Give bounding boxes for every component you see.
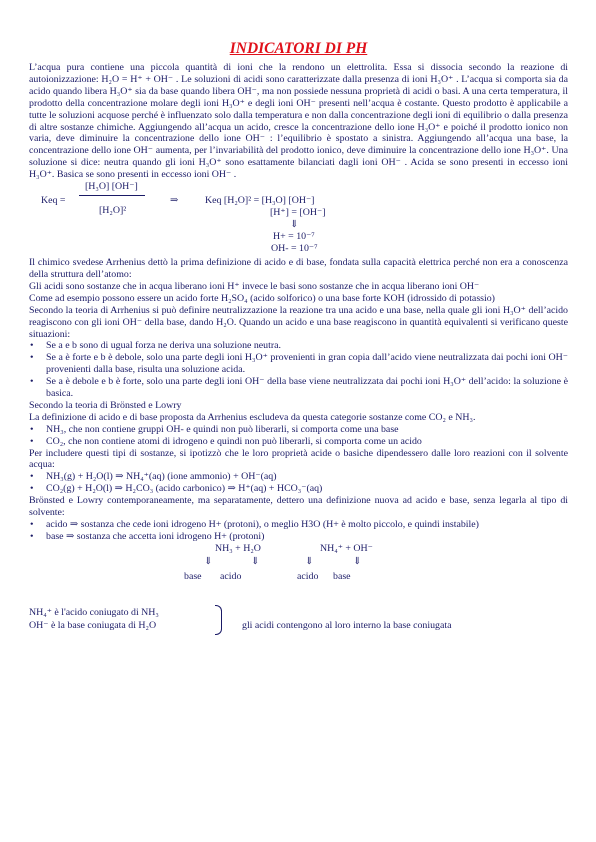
include-paragraph: Per includere questi tipi di sostanze, si ipotizzò che le loro proprietà acide o basiche dipendessero dalle loro reazioni con il solvente acqua: bbox=[29, 447, 568, 471]
keq-rhs-3: H+ = 10⁻⁷ bbox=[273, 231, 315, 243]
intro-paragraph: L’acqua pura contiene una piccola quantità di ioni che la rendono un elettrolita. Essa si dissocia secondo la reazione di autoionizzazione: H₂O = H⁺ + OH⁻ . Le soluzioni di acidi sono caratterizzate dalla presenza di ioni H₃O⁺ . L’acqua si comporta sia da acido quando libera H₃O⁺ sia da base quando libera OH⁻, ma non possiede nessuna proprietà di acidi o basi. A una certa temperatura, il prodotto della concentrazione molare degli ioni H₃O⁺ e degli ioni OH⁻ presenti nell’acqua è costante. Questo prodotto è applicabile a tutte le soluzioni acquose perché è influenzato solo dalla temperatura e non dalla concentrazione degli ioni di equilibrio o dalla presenza di altre sostanze chimiche. Aggiungendo all’acqua un acido, cresce la concentrazione dello ione H₃O⁺ e poiché il prodotto ionico non varia, deve diminuire la concentrazione dello ione OH⁻ : l’equilibrio è spostato a sinistra. Aggiungendo all’acqua una base, la concentrazione dello ione OH⁻ aumenta, per l’invariabilità del prodotto ionico, deve diminuire la concentrazione dello ione H₃O⁺. Una soluzione si dice: neutra quando gli ioni H₃O⁺ sono esattamente bilanciati dagli ioni OH⁻ . Acida se sono presenti in eccesso ioni H₃O⁺. Basica se sono presenti in eccesso ioni OH⁻ . bbox=[29, 62, 568, 181]
label-base: base bbox=[184, 570, 202, 582]
fraction-line bbox=[79, 195, 145, 196]
down-arrow: ⇓ bbox=[305, 555, 314, 567]
list-item: • base ⇒ sostanza che accetta ioni idrogeno H+ (protoni) bbox=[29, 531, 568, 543]
keq-rhs-1: Keq [H₂O]² = [H₃O] [OH⁻] bbox=[205, 195, 315, 207]
down-arrow: ⇓ bbox=[290, 219, 299, 231]
label-acido: acido bbox=[220, 570, 242, 582]
implies-arrow: ⇒ bbox=[170, 195, 179, 207]
keq-rhs-4: OH- = 10⁻⁷ bbox=[271, 243, 318, 255]
down-arrow: ⇓ bbox=[353, 555, 362, 567]
conjugate-acid-line: NH₄⁺ è l'acido coniugato di NH₃ bbox=[29, 606, 159, 618]
down-arrow: ⇓ bbox=[251, 555, 260, 567]
brace-icon bbox=[215, 605, 222, 635]
keq-numerator: [H₃O] [OH⁻] bbox=[85, 181, 138, 193]
list-item: • Se a e b sono di ugual forza ne deriva una soluzione neutra. bbox=[29, 340, 568, 352]
list-item: • NH₃(g) + H₂O(l) ⇒ NH₄⁺(aq) (ione ammonio) + OH⁻(aq) bbox=[29, 471, 568, 483]
conjugate-base-line: OH⁻ è la base coniugata di H₂O bbox=[29, 619, 157, 631]
arrhenius-definition: Gli acidi sono sostanze che in acqua liberano ioni H⁺ invece le basi sono sostanze che in acqua liberano ioni OH⁻ bbox=[29, 280, 480, 292]
example-paragraph: Come ad esempio possono essere un acido forte H₂SO₄ (acido solforico) o una base forte KOH (idrossido di potassio) bbox=[29, 292, 495, 304]
conjugates-note: gli acidi contengono al loro interno la base coniugata bbox=[242, 619, 452, 631]
keq-label: Keq = bbox=[41, 195, 66, 207]
reactions-list bbox=[29, 471, 568, 495]
reaction-right: NH₄⁺ + OH⁻ bbox=[320, 542, 373, 554]
reaction-scheme bbox=[29, 543, 568, 599]
excluded-list bbox=[29, 424, 568, 448]
bronsted-heading: Secondo la teoria di Brönsted e Lowry bbox=[29, 399, 182, 411]
reaction-left: NH₃ + H₂O bbox=[215, 542, 261, 554]
equilibrium-equation bbox=[29, 181, 568, 257]
list-item: • Se a è debole e b è forte, solo una parte degli ioni OH⁻ della base viene neutralizzata dai pochi ioni H₃O⁺ dell’acido: la soluzione è basica. bbox=[29, 376, 568, 400]
new-definition-paragraph: Brönsted e Lowry contemporaneamente, ma separatamente, dettero una definizione nuova ad acido e base, senza legarla al tipo di solvente: bbox=[29, 495, 568, 519]
list-item: • CO₂(g) + H₂O(l) ⇒ H₂CO₃ (acido carbonico) ⇒ H⁺(aq) + HCO₃⁻(aq) bbox=[29, 483, 568, 495]
keq-denominator: [H₂O]² bbox=[99, 205, 127, 217]
list-item: • NH₃, che non contiene gruppi OH- e quindi non può liberarli, si comporta come una base bbox=[29, 424, 568, 436]
definitions-list bbox=[29, 519, 568, 543]
label-base: base bbox=[333, 570, 351, 582]
bronsted-intro: La definizione di acido e di base proposta da Arrhenius escludeva da questa categorie sostanze come CO₂ e NH₃. bbox=[29, 411, 476, 423]
keq-rhs-2: [H⁺] = [OH⁻] bbox=[270, 207, 326, 219]
list-item: • CO₂, che non contiene atomi di idrogeno e quindi non può liberarli, si comporta come un acido bbox=[29, 436, 568, 448]
neutralization-paragraph: Secondo la teoria di Arrhenius si può definire neutralizzazione la reazione tra una acido e una base, nella quale gli ioni H₃O⁺ dell’acido reagiscono con gli ioni OH⁻ della base, dando H₂O. Quando un acido e una base reagiscono in quantità equivalenti si verificano queste situazioni: bbox=[29, 304, 568, 340]
situations-list bbox=[29, 340, 568, 400]
conjugates-section bbox=[29, 607, 568, 647]
list-item: • acido ⇒ sostanza che cede ioni idrogeno H+ (protoni), o meglio H3O (H+ è molto piccolo, e quindi instabile) bbox=[29, 519, 568, 531]
document-page bbox=[29, 40, 568, 647]
label-acido: acido bbox=[297, 570, 319, 582]
arrhenius-intro: Il chimico svedese Arrhenius dettò la prima definizione di acido e di base, fondata sulla capacità elettrica perché non era a conoscenza della struttura dell’atomo: bbox=[29, 257, 568, 280]
page-title: INDICATORI DI PH bbox=[229, 40, 368, 57]
list-item: • Se a è forte e b è debole, solo una parte degli ioni H₃O⁺ provenienti in gran copia dall’acido viene neutralizzata dai pochi ioni OH⁻ provenienti dalla base, risulta una soluzione acida. bbox=[29, 352, 568, 376]
down-arrow: ⇓ bbox=[204, 555, 213, 567]
